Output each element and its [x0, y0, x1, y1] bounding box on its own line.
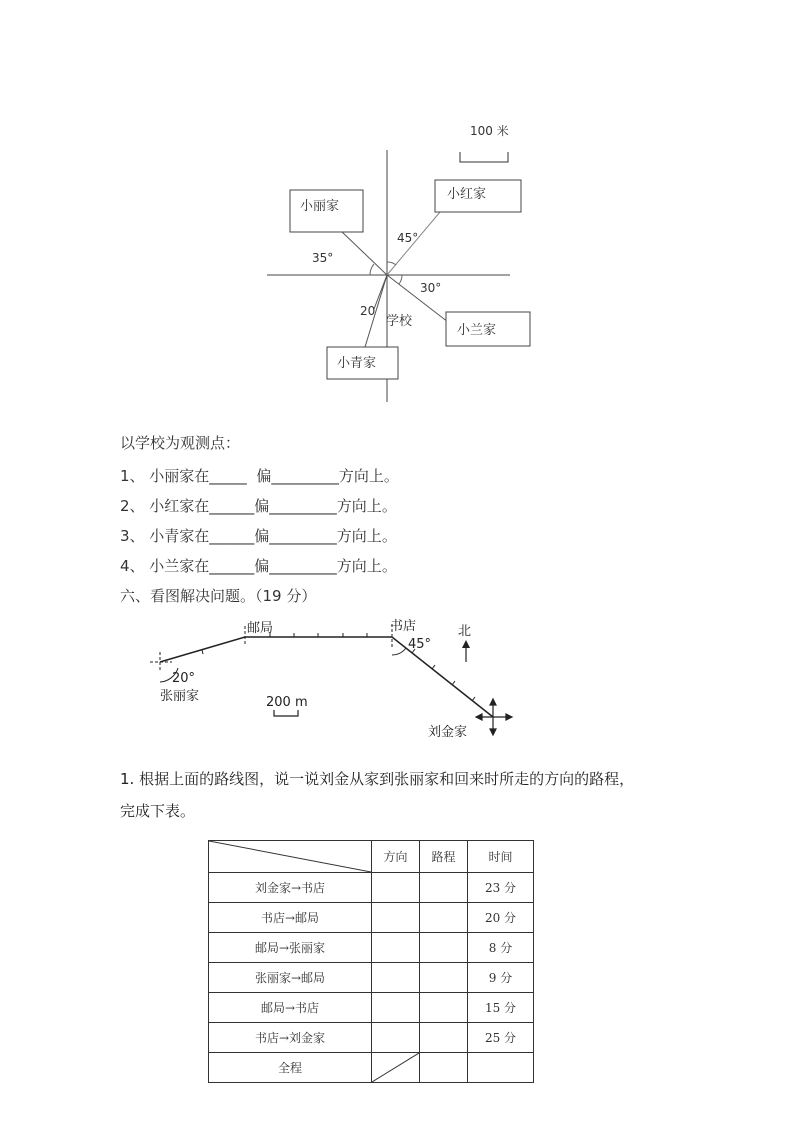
header-diagonal-cell	[209, 841, 372, 873]
distance-cell[interactable]	[420, 1023, 468, 1053]
distance-cell[interactable]	[420, 993, 468, 1023]
total-distance-cell[interactable]	[420, 1053, 468, 1083]
scale-label: 100 米	[470, 124, 509, 138]
questions-intro: 以学校为观测点：	[120, 434, 241, 452]
total-label-cell: 全程	[209, 1053, 372, 1083]
direction-cell[interactable]	[372, 993, 420, 1023]
time-cell: 8 分	[468, 933, 534, 963]
time-cell: 23 分	[468, 873, 534, 903]
total-row	[209, 1053, 534, 1083]
direction-cell[interactable]	[372, 933, 420, 963]
xiaohong-home-label: 小红家	[447, 187, 487, 202]
segment-cell: 书店→邮局	[209, 903, 372, 933]
post-office-label: 邮局	[247, 621, 274, 636]
time-cell: 25 分	[468, 1023, 534, 1053]
time-cell: 9 分	[468, 963, 534, 993]
route-table	[208, 840, 534, 1083]
table-row	[209, 903, 534, 933]
angle-20-route-label: 20°	[172, 671, 196, 686]
question-3: 3、 小青家在______偏_________方向上。	[120, 527, 397, 545]
header-distance: 路程	[420, 841, 468, 873]
segment-cell: 刘金家→书店	[209, 873, 372, 903]
header-direction: 方向	[372, 841, 420, 873]
direction-cell[interactable]	[372, 873, 420, 903]
direction-cell[interactable]	[372, 903, 420, 933]
route-diagram	[0, 612, 800, 742]
direction-cell[interactable]	[372, 963, 420, 993]
table-row	[209, 933, 534, 963]
time-cell: 20 分	[468, 903, 534, 933]
compass-diagram	[0, 0, 800, 420]
angle-35-label: 35°	[312, 251, 334, 265]
liu-home-label: 刘金家	[428, 725, 468, 740]
section-title: 六、看图解决问题。（19 分）	[120, 587, 317, 605]
total-time-cell[interactable]	[468, 1053, 534, 1083]
distance-cell[interactable]	[420, 933, 468, 963]
school-label: 学校	[386, 314, 413, 329]
angle-45-route-label: 45°	[408, 637, 432, 652]
total-direction-crossed-cell	[372, 1053, 420, 1083]
direction-cell[interactable]	[372, 1023, 420, 1053]
north-label: 北	[458, 624, 472, 639]
time-cell: 15 分	[468, 993, 534, 1023]
xiaoli-home-label: 小丽家	[300, 199, 340, 214]
distance-cell[interactable]	[420, 873, 468, 903]
table-row	[209, 993, 534, 1023]
zhang-home-label: 张丽家	[160, 689, 200, 704]
scale-200m-label: 200 m	[266, 695, 308, 710]
distance-cell[interactable]	[420, 903, 468, 933]
angle-20-label: 20	[360, 304, 376, 318]
distance-cell[interactable]	[420, 963, 468, 993]
table-header-row	[209, 841, 534, 873]
table-row	[209, 1023, 534, 1053]
problem-line-1: 1. 根据上面的路线图，说一说刘金从家到张丽家和回来时所走的方向的路程，	[120, 770, 635, 788]
angle-30-label: 30°	[420, 281, 442, 295]
table-row	[209, 963, 534, 993]
bookstore-label: 书店	[390, 619, 417, 634]
question-2: 2、 小红家在______偏_________方向上。	[120, 497, 397, 515]
question-4: 4、 小兰家在______偏_________方向上。	[120, 557, 397, 575]
xiaoqing-home-label: 小青家	[337, 356, 377, 371]
segment-cell: 张丽家→邮局	[209, 963, 372, 993]
segment-cell: 书店→刘金家	[209, 1023, 372, 1053]
header-time: 时间	[468, 841, 534, 873]
problem-line-2: 完成下表。	[120, 802, 196, 820]
angle-45-label: 45°	[397, 231, 419, 245]
xiaolan-home-label: 小兰家	[457, 323, 497, 338]
segment-cell: 邮局→张丽家	[209, 933, 372, 963]
question-1: 1、 小丽家在_____ 偏_________方向上。	[120, 467, 399, 485]
segment-cell: 邮局→书店	[209, 993, 372, 1023]
table-row	[209, 873, 534, 903]
